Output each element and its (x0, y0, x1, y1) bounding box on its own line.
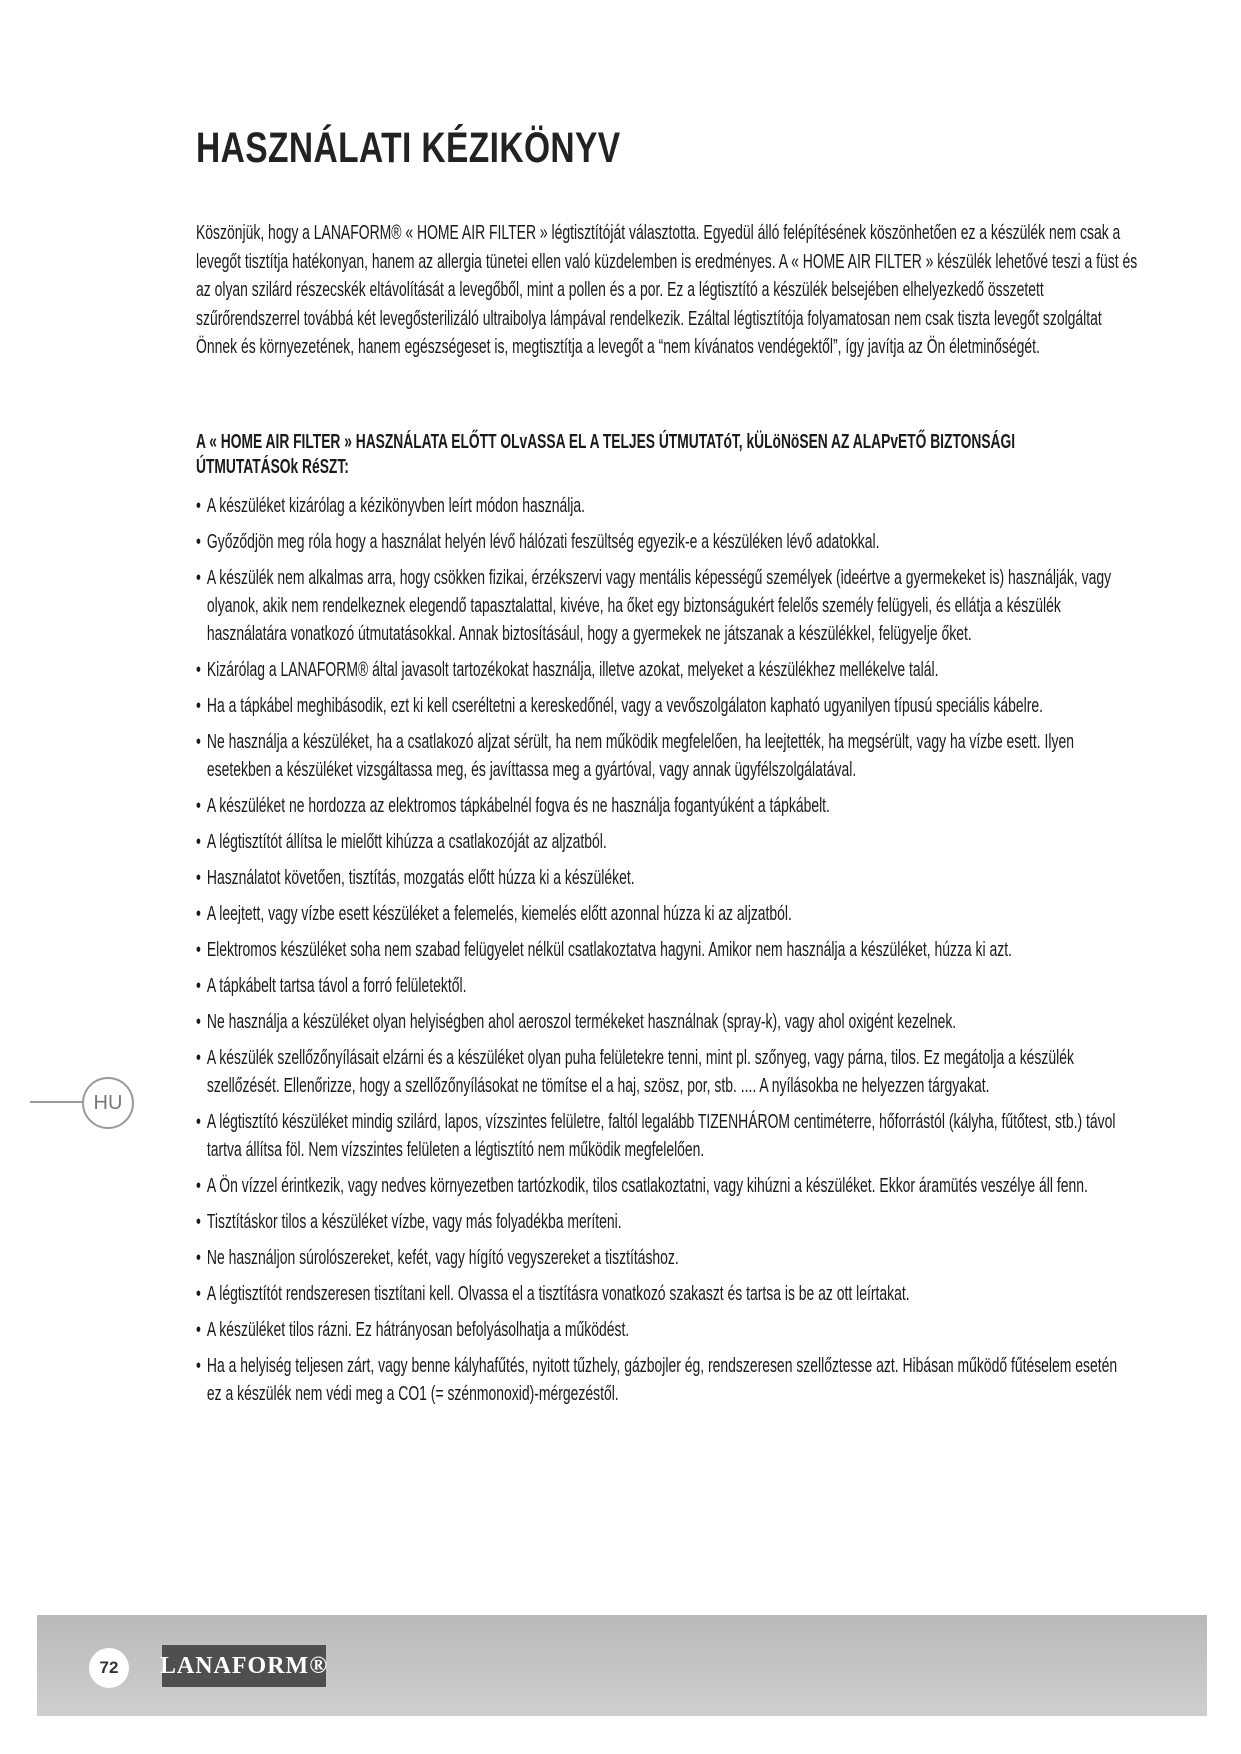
bullet-icon: • (196, 1046, 201, 1069)
list-item (196, 528, 1134, 556)
list-item-text: A készüléket ne hordozza az elektromos tápkábelnél fogva és ne használja fogantyúként a tápkábelt. (206, 794, 830, 817)
list-item-text: A leejtett, vagy vízbe esett készüléket a felemelés, kiemelés előtt azonnal húzza ki az aljzatból. (206, 902, 792, 925)
list-item-text: Használatot követően, tisztítás, mozgatás előtt húzza ki a készüléket. (206, 866, 635, 889)
bullet-icon: • (196, 1318, 201, 1341)
list-item-text: Elektromos készüléket soha nem szabad felügyelet nélkül csatlakoztatva hagyni. Amikor nem használja a készüléket, húzza ki azt. (206, 938, 1012, 961)
list-item (196, 1208, 1134, 1236)
list-item-text: Ne használjon súrolószereket, kefét, vagy hígító vegyszereket a tisztításhoz. (206, 1246, 679, 1269)
bullet-icon: • (196, 974, 201, 997)
list-item-text: Tisztításkor tilos a készüléket vízbe, vagy más folyadékba meríteni. (206, 1210, 622, 1233)
language-tab-line (30, 1101, 84, 1103)
list-item (196, 492, 1134, 520)
list-item-text: A készülék szellőzőnyílásait elzárni és a készüléket olyan puha felületekre tenni, mint pl. szőnyeg, vagy párna, tilos. Ez megátolja a készülék szellőzését. Ellenőrizze, hogy a szellőzőnyílásokat ne tömítse el a haj, szösz, por, stb. .... A nyílásokba ne helyezzen tárgyakat. (206, 1046, 1074, 1097)
list-item (196, 792, 1134, 820)
list-item-text: A tápkábelt tartsa távol a forró felületektől. (206, 974, 467, 997)
bullet-icon: • (196, 658, 201, 681)
list-item-text: Győződjön meg róla hogy a használat helyén lévő hálózati feszültség egyezik-e a készüléken lévő adatokkal. (206, 530, 880, 553)
list-item (196, 656, 1134, 684)
bullet-icon: • (196, 1282, 201, 1305)
bullet-icon: • (196, 938, 201, 961)
list-item-text: A készülék nem alkalmas arra, hogy csökken fizikai, érzékszervi vagy mentális képességű személyek (ideértve a gyermekeket is) használják, vagy olyanok, akik nem rendelkeznek elegendő tapasztalattal, kivéve, ha őket egy biztonságukért felelős személy felügyeli, és ellátja a készülék használatára vonatkozó útmutatásokkal. Annak biztosításául, hogy a gyermekek ne játszanak a készülékkel, felügyelje őket. (206, 566, 1112, 645)
list-item (196, 1172, 1134, 1200)
bullet-icon: • (196, 494, 201, 517)
list-item (196, 692, 1134, 720)
list-item (196, 1280, 1134, 1308)
page-title: HASZNÁLATI KÉZIKÖNYV (196, 124, 621, 172)
list-item-text: A Ön vízzel érintkezik, vagy nedves környezetben tartózkodik, tilos csatlakoztatni, vagy kihúzni a készüléket. Ekkor áramütés veszélye áll fenn. (206, 1174, 1088, 1197)
bullet-icon: • (196, 1246, 201, 1269)
bullet-icon: • (196, 530, 201, 553)
list-item (196, 900, 1134, 928)
list-item-text: A készüléket tilos rázni. Ez hátrányosan befolyásolhatja a működést. (206, 1318, 630, 1341)
list-item (196, 1044, 1134, 1100)
bullet-icon: • (196, 566, 201, 589)
list-item (196, 972, 1134, 1000)
bullet-icon: • (196, 694, 201, 717)
safety-section-heading: A « HOME AIR FILTER » HASZNÁLATA ELŐTT OLvASSA EL A TELJES ÚTMUTATóT, kÜLöNöSEN AZ ALAPvETŐ BIZTONSÁGI ÚTMUTATÁSOk RéSZT: (196, 431, 1016, 478)
list-item-text: A légtisztító készüléket mindig szilárd, lapos, vízszintes felületre, faltól legalább TIZENHÁROM centiméterre, hőforrástól (kályha, fűtőtest, stb.) távol tartva állítsa föl. Nem vízszintes felületen a légtisztító nem működik megfelelően. (206, 1110, 1116, 1161)
brand-logo: LANAFORM® (162, 1645, 326, 1687)
list-item-text: A légtisztítót állítsa le mielőtt kihúzza a csatlakozóját az aljzatból. (206, 830, 607, 853)
list-item (196, 1008, 1134, 1036)
bullet-icon: • (196, 1174, 201, 1197)
bullet-icon: • (196, 902, 201, 925)
list-item-text: A légtisztítót rendszeresen tisztítani kell. Olvassa el a tisztításra vonatkozó szakaszt és tartsa is be az ott leírtakat. (206, 1282, 910, 1305)
list-item (196, 1352, 1134, 1408)
list-item-text: Kizárólag a LANAFORM® által javasolt tartozékokat használja, illetve azokat, melyeket a készülékhez mellékelve talál. (206, 658, 939, 681)
bullet-icon: • (196, 1210, 201, 1233)
bullet-icon: • (196, 1110, 201, 1133)
list-item-text: A készüléket kizárólag a kézikönyvben leírt módon használja. (206, 494, 586, 517)
list-item (196, 564, 1134, 648)
list-item-text: Ha a helyiség teljesen zárt, vagy benne kályhafűtés, nyitott tűzhely, gázbojler ég, rendszeresen szellőztesse azt. Hibásan működő fűtéselem esetén ez a készülék nem védi meg a CO1 (= szénmonoxid)-mérgezéstől. (206, 1354, 1118, 1405)
list-item-text: Ne használja a készüléket, ha a csatlakozó aljzat sérült, ha nem működik megfelelően, ha leejtették, ha megsérült, vagy ha vízbe esett. Ilyen esetekben a készüléket vizsgáltassa meg, és javíttassa meg a gyártóval, vagy annak ügyfélszolgálatával. (206, 730, 1074, 781)
list-item (196, 1316, 1134, 1344)
bullet-icon: • (196, 830, 201, 853)
list-item (196, 1108, 1134, 1164)
list-item (196, 1244, 1134, 1272)
bullet-icon: • (196, 730, 201, 753)
bullet-icon: • (196, 866, 201, 889)
bullet-icon: • (196, 1010, 201, 1033)
safety-instructions-list (196, 492, 1134, 1416)
bullet-icon: • (196, 794, 201, 817)
language-badge: HU (82, 1077, 134, 1129)
list-item (196, 728, 1134, 784)
page-number: 72 (89, 1648, 129, 1688)
intro-paragraph: Köszönjük, hogy a LANAFORM® « HOME AIR FILTER » légtisztítóját választotta. Egyedül álló felépítésének köszönhetően ez a készülék nem csak a levegőt tisztítja hatékonyan, hanem az allergia tünetei ellen való küzdelemben is eredményes. A « HOME AIR FILTER » készülék lehetővé teszi a füst és az olyan szilárd részecskék eltávolítását a levegőből, mint a pollen és a por. Ez a légtisztító a készülék belsejében elhelyezkedő összetett szűrőrendszerrel továbbá két levegősterilizáló ultraibolya lámpával rendelkezik. Ezáltal légtisztítója folyamatosan nem csak tiszta levegőt szolgáltat Önnek és környezetének, hanem egészségeset is, megtisztítja a levegőt a “nem kívánatos vendégektől”, így javítja az Ön életminőségét. (196, 221, 1138, 358)
list-item-text: Ha a tápkábel meghibásodik, ezt ki kell cseréltetni a kereskedőnél, vagy a vevőszolgálaton kapható ugyanilyen típusú speciális kábelre. (206, 694, 1044, 717)
list-item (196, 864, 1134, 892)
list-item (196, 936, 1134, 964)
list-item (196, 828, 1134, 856)
bullet-icon: • (196, 1354, 201, 1377)
list-item-text: Ne használja a készüléket olyan helyiségben ahol aeroszol termékeket használnak (spray-k), vagy ahol oxigént kezelnek. (206, 1010, 957, 1033)
